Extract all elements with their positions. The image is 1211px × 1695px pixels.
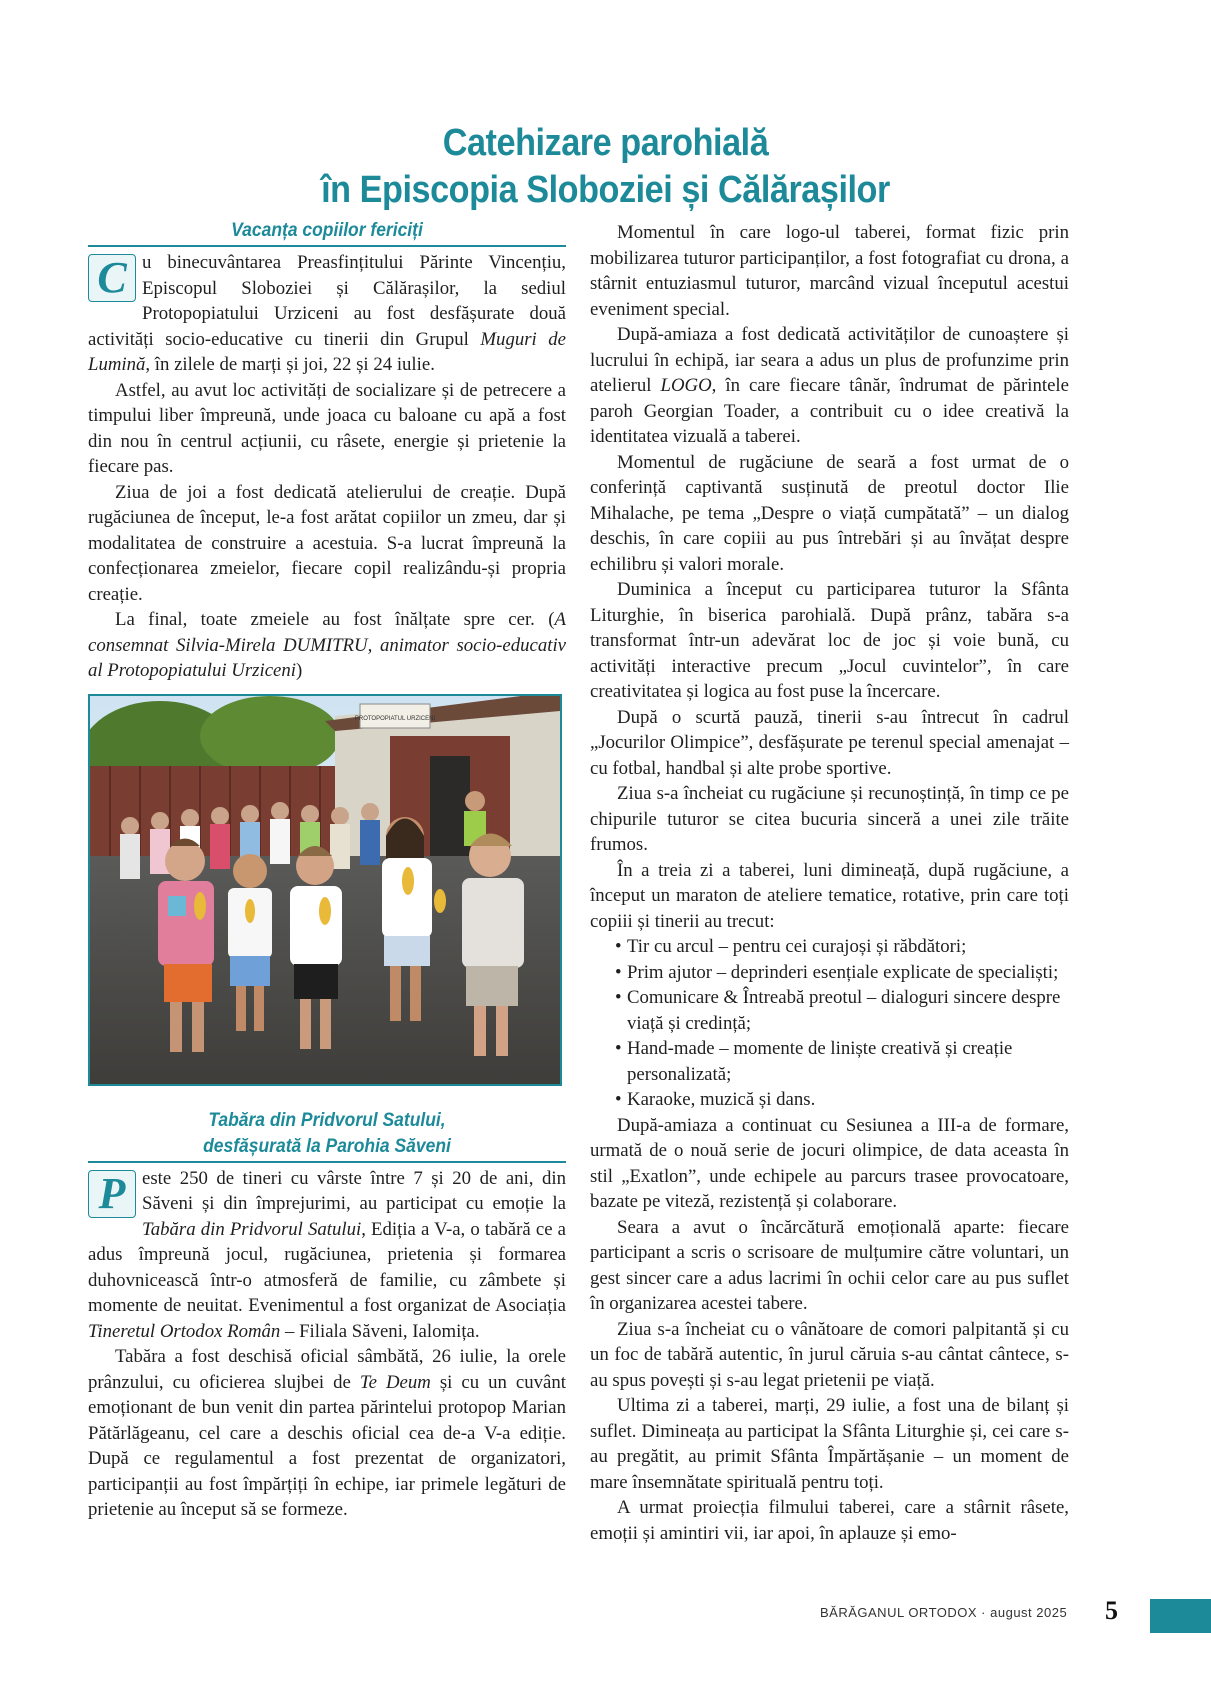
- right-paragraph-9: Seara a avut o încărcătură emoțională aparte: fiecare participant a scris o scrisoare de mulțumire către voluntari, un gest sincer care a adus lacrimi în ochii celor care au pus suflet în organizarea acestei tabere.: [590, 1216, 1069, 1314]
- article-title: [61, 120, 1151, 214]
- right-paragraph-10: Ziua s-a încheiat cu o vânătoare de comori palpitantă și cu un foc de tabără autentic, în jurul căruia s-au cântat cântece, s-au spus povești și s-au legat prietenii pe viață.: [590, 1318, 1069, 1391]
- section-1-paragraph-4: La final, toate zmeiele au fost înălțate spre cer. (A consemnat Silvia-Mirela DUMITRU, animator socio-educativ al Protopopiatului Urziceni): [88, 609, 566, 681]
- page-tab-decoration: [1150, 1599, 1211, 1633]
- left-column: [88, 218, 566, 1523]
- right-paragraph-12: A urmat proiecția filmului taberei, care a stârnit râsete, emoții și amintiri vii, iar apoi, în aplauze și emo-: [590, 1497, 1069, 1544]
- section-2-heading-line-1: Tabăra din Pridvorul Satului,: [208, 1109, 446, 1131]
- right-column: [590, 220, 1069, 1546]
- children-photo-illustration: [90, 696, 560, 1084]
- title-line-2: în Episcopia Sloboziei și Călărașilor: [321, 169, 890, 211]
- page-number: 5: [1105, 1596, 1118, 1625]
- right-paragraph-6: Ziua s-a încheiat cu rugăciune și recunoștință, în timp ce pe chipurile tuturor se citea bucuria sinceră a unei zile trăite frumos.: [590, 783, 1069, 855]
- right-paragraph-2: După-amiaza a fost dedicată activităților de cunoaștere și lucrului în echipă, iar seara a adus un plus de profunzime prin atelierul LOGO, în care fiecare tânăr, îndrumat de părintele paroh Georgian Toader, a contribuit cu o idee creativă la identitatea vizuală a taberei.: [590, 324, 1069, 447]
- right-paragraph-11: Ultima zi a taberei, marți, 29 iulie, a fost una de bilanț și suflet. Dimineața au participat la Sfânta Liturghie și, cei care s-au pregătit, au primit Sfânta Împărtășanie – un moment de mare însemnătate spirituală pentru toți.: [590, 1395, 1069, 1493]
- section-1-rule: [88, 245, 566, 247]
- right-paragraph-4: Duminica a început cu participarea tuturor la Sfânta Liturghie, în biserica parohială. După prânz, tabăra s-a transformat într-un adevărat loc de joc și voie bună, cu activități interactive precum „Jocul cuvintelor”, în care creativitatea și logica au fost puse la încercare.: [590, 579, 1069, 702]
- section-1-paragraph-2: Astfel, au avut loc activități de socializare și de petrecere a timpului liber împreună, unde joaca cu baloane cu apă a fost din nou în centrul acțiunii, cu râsete, energie și prietenie la fiecare pas.: [88, 379, 566, 477]
- section-2-heading-line-2: desfășurată la Parohia Săveni: [203, 1135, 451, 1157]
- right-paragraph-3: Momentul de rugăciune de seară a fost urmat de o conferință captivantă susținută de preotul doctor Ilie Mihalache, pe tema „Despre o viață cumpătată” – un dialog deschis, în care copiii au pus întrebări și au învățat despre echilibru și valori morale.: [590, 451, 1069, 575]
- list-item: • Hand-made – momente de liniște creativă și creație personalizată;: [615, 1038, 1013, 1085]
- section-1-heading: Vacanța copiilor fericiți: [231, 220, 423, 241]
- right-paragraph-5: După o scurtă pauză, tinerii s-au întrecut în cadrul „Jocurilor Olimpice”, desfășurate pe terenul special amenajat – cu fotbal, handbal și alte probe sportive.: [590, 706, 1069, 779]
- section-2-rule: [88, 1161, 566, 1163]
- children-photo: [88, 694, 562, 1086]
- list-item: • Comunicare & Întreabă preotul – dialoguri sincere despre viață și credință;: [615, 987, 1061, 1034]
- right-paragraph-1: Momentul în care logo-ul taberei, format fizic prin mobilizarea tuturor participanților, a fost fotografiat cu drona, a stârnit entuziasmul tuturor, marcând vizual începutul acestui eveniment special.: [590, 222, 1069, 320]
- right-paragraph-8: După-amiaza a continuat cu Sesiunea a III-a de formare, urmată de o nouă serie de jocuri olimpice, de data aceasta în stil „Exatlon”, unde echipele au parcurs trasee provocatoare, bazate pe viteză, rezistență și colaborare.: [590, 1114, 1069, 1212]
- building-sign: PROTOPOPIATUL URZICENI: [354, 715, 436, 722]
- list-item: • Karaoke, muzică și dans.: [615, 1089, 816, 1110]
- dropcap-c: C: [88, 254, 136, 302]
- section-1-paragraph-3: Ziua de joi a fost dedicată atelierului de creație. După rugăciunea de început, le-a fost arătat copiilor un zmeu, dar și modalitatea de construire a acestuia. S-a lucrat împreună la confecționarea zmeielor, fiecare copil realizându-și propria creație.: [88, 481, 566, 605]
- title-line-1: Catehizare parohială: [442, 122, 769, 164]
- section-2-paragraph-2: Tabăra a fost deschisă oficial sâmbătă, 26 iulie, la orele prânzului, cu oficierea slujbei de Te Deum și cu un cuvânt emoționant de bun venit din partea părintelui protopop Marian Pătărlăgeanu, cel care a deschis oficial cea de-a V-a ediție. După ce regulamentul a fost prezentat de organizatori, participanții au fost împărțiți în echipe, iar primele legături de prietenie au început să se formeze.: [88, 1346, 566, 1520]
- dropcap-p: P: [88, 1170, 136, 1218]
- right-paragraph-7: În a treia zi a taberei, luni dimineață, după rugăciune, a început un maraton de ateliere tematice, rotative, prin care toți copiii și tinerii au trecut:: [590, 859, 1069, 932]
- publication-footer: BĂRĂGANUL ORTODOX · august 2025: [820, 1605, 1068, 1620]
- list-item: • Tir cu arcul – pentru cei curajoși și răbdători;: [615, 936, 967, 957]
- list-item: • Prim ajutor – deprinderi esențiale explicate de specialiști;: [615, 961, 1059, 983]
- section-2-paragraph-1: P este 250 de tineri cu vârste între 7 și 20 de ani, din Săveni și din împrejurimi, au participat cu emoție la Tabăra din Pridvorul Satului, Ediția a V-a, o tabără ce a adus împreună jocul, rugăciunea, prietenia și formarea duhovnicească într-o atmosferă de familie, cu zâmbete și momente de neuitat. Evenimentul a fost organizat de Asociația Tineretul Ortodox Român – Filiala Săveni, Ialomița.: [88, 1167, 566, 1342]
- section-1-paragraph-1: C u binecuvântarea Preasfințitului Părinte Vincențiu, Episcopul Sloboziei și Călărașilor, la sediul Protopopiatului Urziceni au fost desfășurate două activități socio-educative cu tinerii din Grupul Muguri de Lumină, în zilele de marți și joi, 22 și 24 iulie.: [88, 252, 566, 375]
- workshop-list: [590, 934, 1069, 1113]
